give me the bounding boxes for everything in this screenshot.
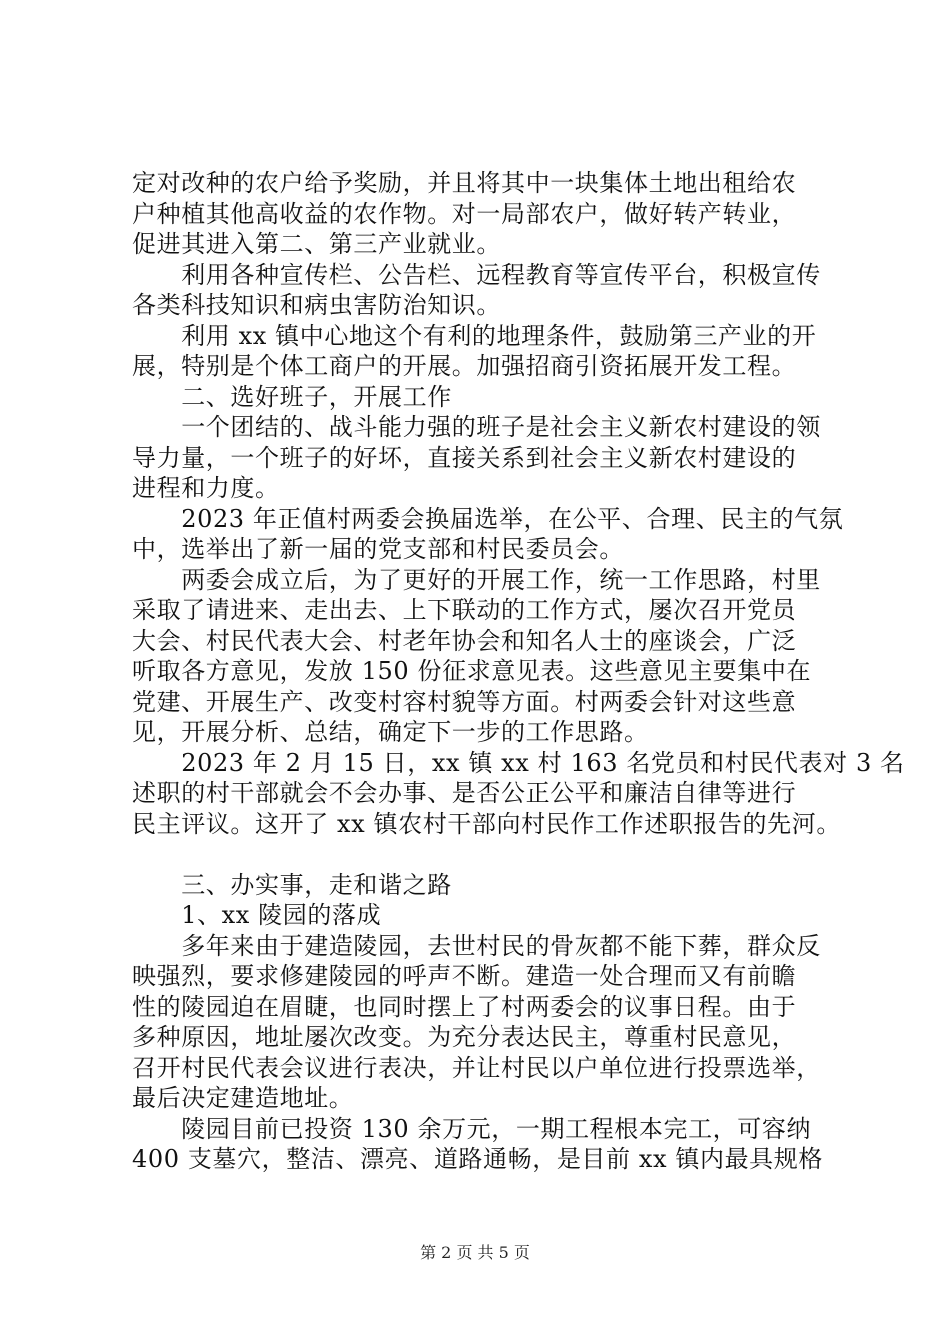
section-heading: 二、选好班子，开展工作 [132, 382, 452, 411]
text-line: 中，选举出了新一届的党支部和村民委员会。 [132, 535, 624, 563]
text-line: 陵园目前已投资 130 余万元，一期工程根本完工，可容纳 [132, 1114, 812, 1143]
text-line: 召开村民代表会议进行表决，并让村民以户单位进行投票选举， [132, 1053, 821, 1082]
text-line: 400 支墓穴，整洁、漂亮、道路通畅，是目前 xx 镇内最具规格 [132, 1145, 823, 1173]
text-line: 最后决定建造地址。 [132, 1084, 354, 1112]
text-line: 展，特别是个体工商户的开展。加强招商引资拓展开发工程。 [132, 352, 797, 380]
text-line: 党建、开展生产、改变村容村貌等方面。村两委会针对这些意 [132, 687, 797, 716]
text-line: 性的陵园迫在眉睫，也同时摆上了村两委会的议事日程。由于 [132, 992, 797, 1021]
text-line: 户种植其他高收益的农作物。对一局部农户，做好转产转业， [132, 199, 797, 228]
text-line: 听取各方意见，发放 150 份征求意见表。这些意见主要集中在 [132, 657, 812, 685]
text-line: 各类科技知识和病虫害防治知识。 [132, 291, 501, 319]
text-line: 述职的村干部就会不会办事、是否公正公平和廉洁自律等进行 [132, 779, 797, 807]
text-line: 采取了请进来、走出去、上下联动的工作方式，屡次召开党员 [132, 596, 797, 624]
text-line: 民主评议。这开了 xx 镇农村干部向村民作工作述职报告的先河。 [132, 809, 841, 838]
document-body [132, 168, 905, 1175]
text-line: 利用 xx 镇中心地这个有利的地理条件，鼓励第三产业的开 [132, 321, 817, 350]
text-line: 导力量，一个班子的好坏，直接关系到社会主义新农村建设的 [132, 443, 797, 472]
section-heading: 三、办实事，走和谐之路 [132, 870, 452, 899]
page-number-footer: 第 2 页 共 5 页 [420, 1243, 530, 1262]
text-line: 多种原因，地址屡次改变。为充分表达民主，尊重村民意见， [132, 1023, 797, 1051]
text-line: 促进其进入第二、第三产业就业。 [132, 230, 501, 258]
text-line: 定对改种的农户给予奖励，并且将其中一块集体土地出租给农 [132, 169, 797, 197]
text-line: 2023 年 2 月 15 日，xx 镇 xx 村 163 名党员和村民代表对 3 名 [132, 748, 905, 777]
text-line: 两委会成立后，为了更好的开展工作，统一工作思路，村里 [132, 565, 821, 594]
text-line: 一个团结的、战斗能力强的班子是社会主义新农村建设的领 [132, 413, 821, 441]
text-line: 映强烈，要求修建陵园的呼声不断。建造一处合理而又有前瞻 [132, 962, 797, 990]
paragraph-gap [132, 839, 852, 870]
text-line: 利用各种宣传栏、公告栏、远程教育等宣传平台，积极宣传 [132, 260, 821, 289]
text-line: 进程和力度。 [132, 474, 280, 502]
text-line: 大会、村民代表大会、村老年协会和知名人士的座谈会，广泛 [132, 626, 797, 655]
subsection-heading: 1、xx 陵园的落成 [132, 901, 382, 929]
text-line: 多年来由于建造陵园，去世村民的骨灰都不能下葬，群众反 [132, 931, 821, 960]
text-line: 2023 年正值村两委会换届选举，在公平、合理、民主的气氛 [132, 504, 844, 533]
text-line: 见，开展分析、总结，确定下一步的工作思路。 [132, 718, 649, 746]
